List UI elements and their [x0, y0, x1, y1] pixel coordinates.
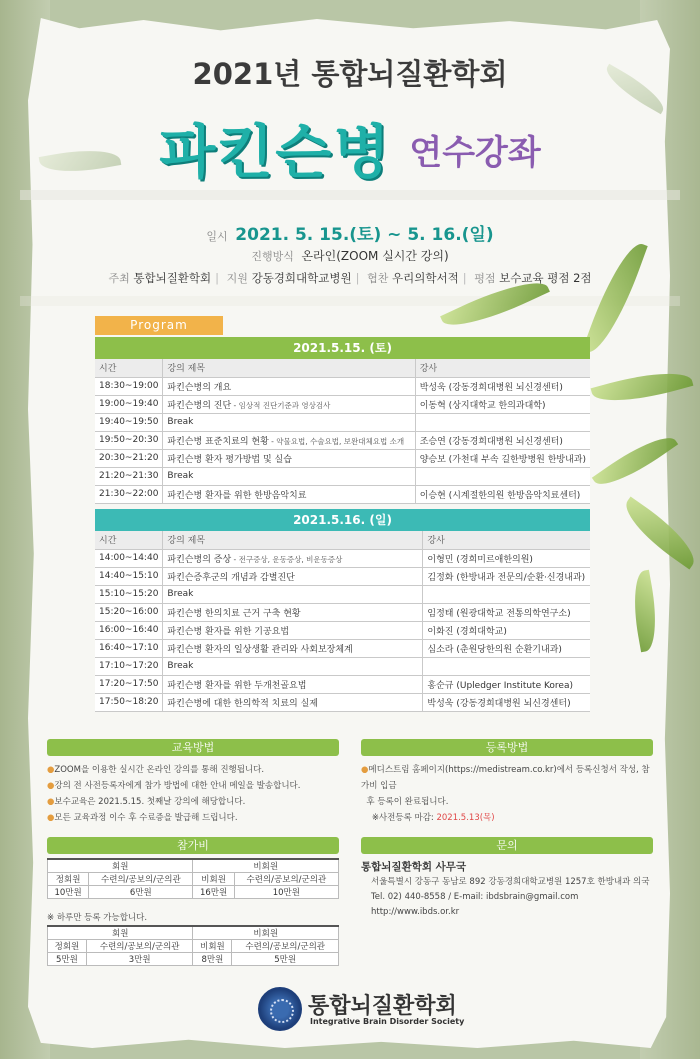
education-heading: 교육방법 [47, 739, 339, 756]
fee-nonmember-header: 비회원 [193, 859, 339, 873]
fee-value: 10만원 [48, 886, 89, 899]
session-speaker [423, 657, 590, 675]
session-title-main: 파킨슨병 환자의 일상생활 관리와 사회보장체계 [167, 644, 353, 655]
session-speaker: 홍순규 (Upledger Institute Korea) [423, 675, 590, 693]
contact-address: 서울특별시 강동구 동남로 892 강동경희대학교병원 1257호 한방내과 의국 [371, 877, 650, 887]
session-time: 16:40~17:10 [95, 639, 163, 657]
session-speaker: 이화진 (경희대학교) [423, 621, 590, 639]
fee-resident-label: 수련의/공보의/군의관 [234, 873, 338, 886]
sponsor-value: 우리의학서적 [392, 271, 459, 285]
session-title-main: 파킨슨병 한의치료 근거 구축 현황 [167, 608, 301, 619]
fee-resident-label: 수련의/공보의/군의관 [89, 873, 193, 886]
program-day2 [95, 509, 590, 712]
session-time: 17:10~17:20 [95, 657, 163, 675]
session-speaker: 이형민 (경희미르애한의원) [423, 549, 590, 567]
host-label: 주최 [108, 272, 130, 285]
session-time: 20:30~21:20 [95, 449, 163, 467]
registration-heading: 등록방법 [361, 739, 653, 756]
col-subject: 강의 제목 [163, 359, 415, 377]
fee-table-full [47, 858, 339, 899]
session-title [163, 567, 423, 585]
fee-member-header: 회원 [48, 926, 193, 940]
session-time: 16:00~16:40 [95, 621, 163, 639]
session-title [163, 413, 415, 431]
mode-line [0, 247, 700, 264]
day2-header: 2021.5.16. (일) [95, 509, 590, 531]
col-speaker: 강사 [423, 531, 590, 549]
session-title [163, 603, 423, 621]
fee-member-header: 회원 [48, 859, 193, 873]
session-title [163, 657, 423, 675]
session-title [163, 675, 423, 693]
paper-tear [20, 190, 680, 200]
schedule-row [95, 449, 590, 467]
day1-table [95, 359, 590, 504]
session-title [163, 639, 423, 657]
education-item: ●보수교육은 2021.5.15. 첫째날 강의에 해당합니다. [47, 797, 246, 807]
session-title-main: 파킨슨병 환자를 위한 한방음악치료 [167, 490, 307, 501]
schedule-row [95, 693, 590, 711]
contact-org: 통합뇌질환학회 사무국 [361, 861, 467, 873]
registration-line: ●메디스트림 홈페이지(https://medistream.co.kr)에서 등록신청서 작성, 참가비 입금 [361, 765, 650, 791]
support-label: 지원 [226, 272, 248, 285]
session-title [163, 395, 415, 413]
fee-value: 10만원 [234, 886, 338, 899]
session-title [163, 449, 415, 467]
session-time: 18:30~19:00 [95, 377, 163, 395]
schedule-row [95, 621, 590, 639]
fee-value: 8만원 [193, 953, 232, 966]
schedule-row [95, 603, 590, 621]
session-speaker: 조승연 (강동경희대병원 뇌신경센터) [415, 431, 590, 449]
session-title-sub: - 임상적 진단기준과 영상검사 [231, 400, 331, 410]
sponsor-label: 협찬 [367, 272, 389, 285]
session-title [163, 485, 415, 503]
session-speaker: 양승보 (가천대 부속 길한방병원 한방내과) [415, 449, 590, 467]
day2-table [95, 531, 590, 712]
logo-name: 통합뇌질환학회 [308, 994, 457, 1019]
fees-heading: 참가비 [47, 837, 339, 854]
day1-header: 2021.5.15. (토) [95, 337, 590, 359]
registration-notes [361, 762, 656, 826]
session-speaker: 이동혁 (상지대학교 한의과대학) [415, 395, 590, 413]
paper-tear [20, 296, 680, 306]
session-title [163, 585, 423, 603]
session-speaker: 박성욱 (강동경희대병원 뇌신경센터) [423, 693, 590, 711]
session-title-main: 파킨슨병 환자를 위한 두개천골요법 [167, 680, 307, 691]
fee-value: 16만원 [193, 886, 234, 899]
schedule-row [95, 675, 590, 693]
credit-label: 평점 [474, 272, 496, 285]
contact-web[interactable]: http://www.ibds.or.kr [371, 907, 460, 917]
session-speaker [415, 467, 590, 485]
education-item: ●ZOOM을 이용한 실시간 온라인 강의를 통해 진행됩니다. [47, 765, 265, 775]
schedule-row [95, 485, 590, 503]
col-time: 시간 [95, 359, 163, 377]
session-title-main: 파킨슨증후군의 개념과 감별진단 [167, 572, 295, 583]
col-subject: 강의 제목 [163, 531, 423, 549]
program-day1 [95, 337, 590, 504]
fee-value: 5만원 [48, 953, 87, 966]
fee-note: ※ 하루만 등록 가능합니다. [47, 913, 148, 923]
fee-regular-label: 정회원 [48, 873, 89, 886]
title-sub: 연수강좌 [409, 133, 541, 173]
session-title [163, 549, 423, 567]
session-title-main: 파킨슨병에 대한 한의학적 치료의 실제 [167, 698, 318, 709]
schedule-row [95, 467, 590, 485]
schedule-row [95, 639, 590, 657]
session-title [163, 431, 415, 449]
schedule-row [95, 657, 590, 675]
schedule-row [95, 395, 590, 413]
fee-resident-label: 수련의/공보의/군의관 [86, 940, 193, 953]
program-tab: Program [95, 316, 223, 335]
fee-value: 6만원 [89, 886, 193, 899]
registration-line: 후 등록이 완료됩니다. [366, 797, 449, 807]
education-notes [47, 762, 347, 826]
session-title-main: 파킨슨병의 진단 [167, 400, 232, 411]
session-speaker: 심소라 (춘원당한의원 순환기내과) [423, 639, 590, 657]
schedule-row [95, 431, 590, 449]
fee-table-oneday [47, 925, 339, 966]
schedule-row [95, 413, 590, 431]
session-time: 15:20~16:00 [95, 603, 163, 621]
credit-value: 보수교육 평점 2점 [499, 271, 592, 285]
education-item: ●강의 전 사전등록자에게 참가 방법에 대한 안내 메일을 발송합니다. [47, 781, 301, 791]
registration-deadline: ※사전등록 마감: 2021.5.13(목) [371, 813, 495, 823]
session-time: 15:10~15:20 [95, 585, 163, 603]
col-time: 시간 [95, 531, 163, 549]
session-title-main: Break [167, 471, 194, 481]
event-date: 2021. 5. 15.(토) ~ 5. 16.(일) [235, 225, 494, 245]
fee-nonmember-header: 비회원 [193, 926, 339, 940]
session-title-main: 파킨슨병 환자 평가방법 및 실습 [167, 454, 292, 465]
contact-tel: Tel. 02) 440-8558 / E-mail: ibdsbrain@gmail.com [371, 892, 579, 902]
date-line [0, 220, 700, 245]
session-speaker: 박성욱 (강동경희대병원 뇌신경센터) [415, 377, 590, 395]
title-main: 파킨슨병 [159, 118, 392, 186]
session-title-main: 파킨슨병 표준치료의 현황 [167, 436, 269, 447]
session-time: 21:20~21:30 [95, 467, 163, 485]
session-time: 14:00~14:40 [95, 549, 163, 567]
schedule-row [95, 377, 590, 395]
session-time: 19:00~19:40 [95, 395, 163, 413]
fee-regular-label: 정회원 [48, 940, 87, 953]
session-title-main: Break [167, 661, 194, 671]
contact-heading: 문의 [361, 837, 653, 854]
event-mode: 온라인(ZOOM 실시간 강의) [301, 249, 449, 263]
event-subtitle: 2021년 통합뇌질환학회 [192, 57, 508, 91]
session-title [163, 693, 423, 711]
session-time: 19:40~19:50 [95, 413, 163, 431]
brain-emblem-icon [258, 987, 302, 1031]
session-time: 21:30~22:00 [95, 485, 163, 503]
fee-nonmember-label: 비회원 [193, 940, 232, 953]
fee-resident-label: 수련의/공보의/군의관 [232, 940, 339, 953]
session-time: 17:20~17:50 [95, 675, 163, 693]
session-title-main: Break [167, 417, 194, 427]
session-title-main: Break [167, 589, 194, 599]
session-time: 17:50~18:20 [95, 693, 163, 711]
host-value: 통합뇌질환학회 [133, 271, 212, 285]
schedule-row [95, 549, 590, 567]
col-speaker: 강사 [415, 359, 590, 377]
session-title-main: 파킨슨병의 증상 [167, 554, 232, 565]
session-speaker [423, 585, 590, 603]
event-title [0, 105, 700, 189]
session-title [163, 467, 415, 485]
schedule-row [95, 585, 590, 603]
mode-label: 진행방식 [251, 250, 294, 263]
fee-value: 5만원 [232, 953, 339, 966]
fee-nonmember-label: 비회원 [193, 873, 234, 886]
session-title-sub: - 약물요법, 수술요법, 보완대체요법 소개 [268, 436, 405, 446]
session-title-main: 파킨슨병의 개요 [167, 382, 232, 393]
contact-info [361, 860, 656, 920]
session-speaker: 임정태 (원광대학교 전통의학연구소) [423, 603, 590, 621]
education-item: ●모든 교육과정 이수 후 수료증을 발급해 드립니다. [47, 813, 238, 823]
support-value: 강동경희대학교병원 [251, 271, 352, 285]
session-title [163, 377, 415, 395]
schedule-row [95, 567, 590, 585]
session-title-sub: - 전구증상, 운동증상, 비운동증상 [231, 554, 343, 564]
session-speaker: 김정화 (한방내과 전문의/순환·신경내과) [423, 567, 590, 585]
session-title-main: 파킨슨병 환자를 위한 기공요법 [167, 626, 290, 637]
organizer-line: 주최 통합뇌질환학회 | 지원 강동경희대학교병원 | 협찬 우리의학서적 | 평점 보수교육 평점 2점 [108, 271, 592, 285]
logo-english: Integrative Brain Disorder Society [310, 1017, 465, 1026]
session-time: 19:50~20:30 [95, 431, 163, 449]
date-label: 일시 [206, 230, 228, 243]
session-speaker: 이승현 (시계절한의원 한방음악치료센터) [415, 485, 590, 503]
fee-value: 3만원 [86, 953, 193, 966]
session-speaker [415, 413, 590, 431]
session-title [163, 621, 423, 639]
session-time: 14:40~15:10 [95, 567, 163, 585]
